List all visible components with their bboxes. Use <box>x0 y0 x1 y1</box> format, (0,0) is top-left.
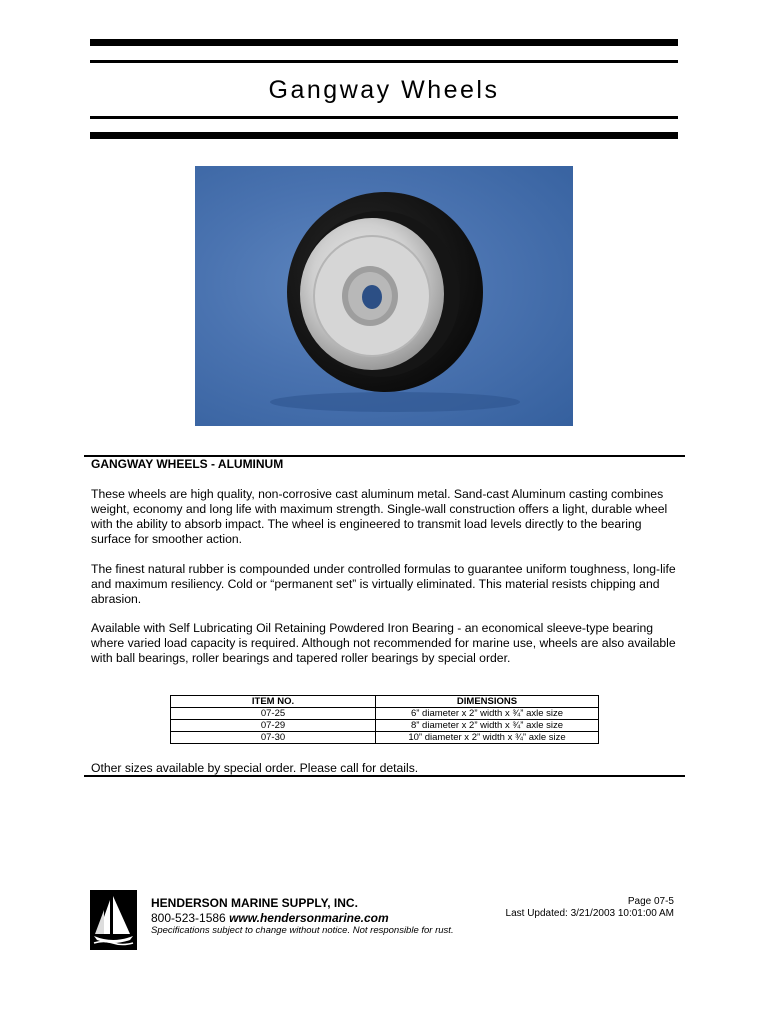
table-header-row <box>171 696 599 708</box>
spec-table <box>170 695 599 744</box>
header-rule-top <box>90 39 678 46</box>
column-header-dimensions: DIMENSIONS <box>376 696 599 708</box>
dimensions-cell: 10” diameter x 2” width x ¾” axle size <box>376 732 599 744</box>
dimensions-cell: 8” diameter x 2” width x ¾” axle size <box>376 720 599 732</box>
header-rule-thin <box>90 60 678 63</box>
table-row <box>171 708 599 720</box>
paragraph-bearings: Available with Self Lubricating Oil Retaining Powdered Iron Bearing - an economical sleeve-type bearing where varied load capacity is required. Although not recommended for marine use, wheels are also available with ball bearings, roller bearings and tapered roller bearings by special order. <box>91 621 676 665</box>
disclaimer: Specifications subject to change without notice. Not responsible for rust. <box>151 925 454 936</box>
company-logo <box>90 890 137 950</box>
paragraph-rubber: The finest natural rubber is compounded under controlled formulas to guarantee uniform toughness, long-life and maximum resiliency. Cold or “permanent set” is virtually eliminated. This material resists chipping and abrasion. <box>91 562 676 606</box>
dimensions-cell: 6” diameter x 2” width x ¾” axle size <box>376 708 599 720</box>
gangway-wheel-illustration <box>195 166 573 426</box>
phone-number: 800-523-1586 <box>151 911 226 925</box>
last-updated: Last Updated: 3/21/2003 10:01:00 AM <box>505 908 674 919</box>
header-rule-bottom <box>90 132 678 139</box>
website-link[interactable]: www.hendersonmarine.com <box>229 911 389 925</box>
item-number-cell: 07-25 <box>171 708 376 720</box>
paragraph-construction: These wheels are high quality, non-corrosive cast aluminum metal. Sand-cast Aluminum casting combines weight, economy and long life with maximum strength. Single-wall construction offers a light, durable wheel with the ability to absorb impact. The wheel is engineered to transmit load levels directly to the bearing surface for smoother action. <box>91 487 668 546</box>
page-number: Page 07-5 <box>627 896 674 907</box>
sailboat-icon <box>90 890 137 950</box>
table-row <box>171 720 599 732</box>
header-rule-mid <box>90 116 678 119</box>
table-row <box>171 732 599 744</box>
company-name: HENDERSON MARINE SUPPLY, INC. <box>151 896 358 910</box>
page-title: Gangway Wheels <box>268 76 500 104</box>
section-heading: GANGWAY WHEELS - ALUMINUM <box>91 457 284 471</box>
column-header-item-no: ITEM NO. <box>171 696 376 708</box>
item-number-cell: 07-29 <box>171 720 376 732</box>
product-photo <box>195 166 573 426</box>
item-number-cell: 07-30 <box>171 732 376 744</box>
footnote: Other sizes available by special order. Please call for details. <box>91 761 419 775</box>
section-rule-bottom <box>84 775 685 777</box>
contact-line <box>151 911 389 925</box>
